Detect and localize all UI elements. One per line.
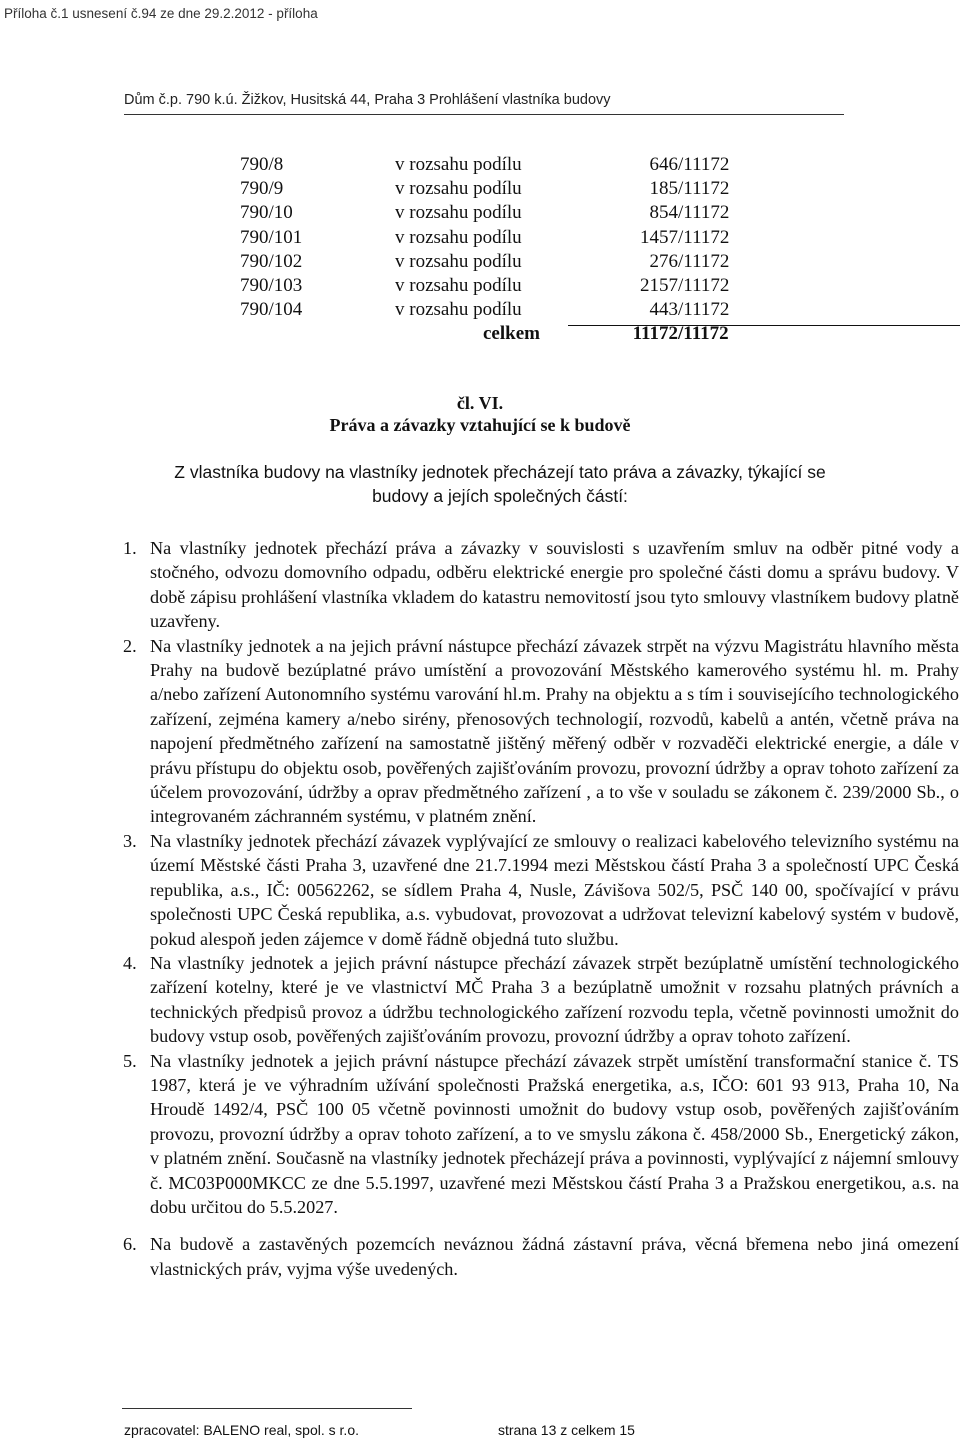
total-denominator: /11172: [678, 323, 729, 345]
total-numerator: 11172: [632, 323, 678, 345]
share-numerator: 276: [649, 250, 678, 272]
unit-number: 790/102: [240, 250, 303, 272]
list-item: [123, 1049, 959, 1220]
share-numerator: 2157: [640, 274, 678, 296]
share-text: v rozsahu podílu: [395, 226, 522, 248]
item-number: 4.: [123, 952, 137, 973]
share-text: v rozsahu podílu: [395, 250, 522, 272]
obligations-list: [123, 536, 959, 1281]
share-text: v rozsahu podílu: [395, 154, 522, 175]
share-row: [240, 226, 840, 250]
share-denominator: /11172: [678, 202, 730, 224]
share-denominator: /11172: [678, 250, 730, 272]
share-text: v rozsahu podílu: [395, 178, 522, 200]
item-text: Na vlastníky jednotek přechází závazek vyplývající ze smlouvy o realizaci kabelového televizního systému na území Městské části Praha 3, uzavřené dne 21.7.1994 mezi Městskou částí Praha 3 a společností UPC Česká republika, a.s., IČ: 00562262, se sídlem Praha 4, Nusle, Závišova 502/5, PSČ 140 00, spočívající v právu společnosti UPC Česká republika, a.s. vybudovat, provozovat a udržovat televizní kabelový systém v budově, pokud alespoň jeden zájemce v domě řádně objedná tuto službu.: [150, 830, 959, 949]
footer-author: zpracovatel: BALENO real, spol. s r.o.: [124, 1422, 359, 1438]
attachment-note: Příloha č.1 usnesení č.94 ze dne 29.2.2012 - příloha: [4, 6, 318, 21]
share-denominator: /11172: [678, 226, 730, 248]
share-denominator: /11172: [678, 299, 730, 321]
share-row: [240, 177, 840, 201]
share-row: [240, 274, 840, 298]
share-numerator: 854: [649, 202, 678, 224]
intro-paragraph: Z vlastníka budovy na vlastníky jednotek přecházejí tato práva a závazky, týkající se budovy a jejích společných částí:: [174, 462, 826, 506]
item-number: 6.: [123, 1234, 137, 1255]
share-denominator: /11172: [678, 154, 730, 175]
share-numerator: 1457: [640, 226, 678, 248]
unit-number: 790/10: [240, 202, 293, 224]
list-item: [123, 1232, 959, 1281]
share-numerator: 443: [649, 299, 678, 321]
share-denominator: /11172: [678, 178, 730, 200]
item-text: Na vlastníky jednotek přechází práva a závazky v souvislosti s uzavřením smluv na odběr pitné vody a stočného, odvozu domovního odpadu, odběru elektrické energie pro společné části domu a správu budovy. V době zápisu prohlášení vlastníka vkladem do katastru nemovitostí jsou tyto smlouvy vlastníkem budovy platně uzavřeny.: [150, 538, 959, 632]
share-text: v rozsahu podílu: [395, 299, 522, 321]
share-row: [240, 153, 840, 177]
footer-divider: [122, 1408, 412, 1409]
header-divider: [124, 114, 844, 115]
item-text: Na vlastníky jednotek a jejich právní nástupce přechází závazek strpět umístění transformační stanice č. TS 1987, která je ve výhradním užívání společnosti Pražská energetika, a.s, IČO: 601 93 913, Praha 10, Na Hroudě 1492/4, PSČ 100 05 včetně povinnosti umožnit do budovy vstup osob, pověřených zajišťováním provozu, provozní údržby a oprav tohoto zařízení, a to ve smyslu zákona č. 458/2000 Sb., Energetický zákon, v platném znění. Současně na vlastníky jednotek přecházejí práva a povinnosti, vyplývající z nájemní smlouvy č. MC03P000MKCC ze dne 5.5.1997, uzavřené mezi Městskou částí Praha 3 a Pražskou energetikou, a.s. na dobu určitou do 5.5.2027.: [150, 1050, 959, 1217]
article-title: Práva a závazky vztahující se k budově: [329, 415, 631, 435]
unit-number: 790/101: [240, 226, 303, 248]
share-row: [240, 201, 840, 225]
list-item: [123, 951, 959, 1049]
total-divider: [568, 325, 960, 326]
share-numerator: 646: [649, 154, 678, 175]
unit-number: 790/104: [240, 299, 303, 321]
footer-page-number: strana 13 z celkem 15: [498, 1422, 635, 1438]
list-item: [123, 536, 959, 634]
item-number: 3.: [123, 830, 137, 851]
item-number: 5.: [123, 1050, 137, 1071]
item-number: 2.: [123, 635, 137, 656]
share-denominator: /11172: [678, 274, 730, 296]
item-text: Na vlastníky jednotek a na jejich právní nástupce přechází závazek strpět na výzvu Magistrátu hlavního města Prahy na budově bezúplatné právo umístění a provozování Městského kamerového systému hl. m. Prahy a/nebo zařízení Autonomního systému varování hl.m. Prahy na objektu a s tím i souvisejícího technologického zařízení, zejména kamery a/nebo sirény, přenosových technologií, rozvodů, kabelů a antén, včetně práva na napojení předmětného zařízení na samostatně jištěný měřený odběr v rozvaděči elektrické energie, a dále v právu přístupu do objektu osob, pověřených zajišťováním provozu, provozní údržby a oprav tohoto zařízení za účelem provozování, údržby a oprav předmětného zařízení , a to vše v souladu se zákonem č. 239/2000 Sb., o integrovaném záchranném systému, v platném znění.: [150, 635, 959, 827]
unit-number: 790/8: [240, 154, 284, 175]
share-numerator: 185: [649, 178, 678, 200]
article-number: čl. VI.: [456, 393, 504, 413]
item-text: Na vlastníky jednotek a jejich právní nástupce přechází závazek strpět bezúplatně umístění technologického zařízení kotelny, které je ve vlastnictví MČ Praha 3 a bezúplatně umožnit v rozsahu platných právních a technických předpisů provoz a údržbu technologického zařízení rozvodu tepla, včetně povinnosti umožnit do budovy vstup osob, pověřených zajišťováním provozu, provozní údržby a oprav tohoto zařízení.: [150, 952, 959, 1047]
list-item: [123, 634, 959, 829]
list-item: [123, 829, 959, 951]
share-text: v rozsahu podílu: [395, 274, 522, 296]
item-text: Na budově a zastavěných pozemcích neváznou žádná zástavní práva, věcná břemena nebo jiná omezení vlastnických práv, vyjma výše uvedených.: [150, 1234, 959, 1279]
document-header: Dům č.p. 790 k.ú. Žižkov, Husitská 44, Praha 3 Prohlášení vlastníka budovy: [124, 92, 611, 108]
share-text: v rozsahu podílu: [395, 202, 522, 224]
unit-number: 790/9: [240, 178, 284, 200]
total-label: celkem: [483, 323, 540, 345]
item-number: 1.: [123, 538, 137, 558]
share-row: [240, 298, 840, 322]
share-row: [240, 250, 840, 274]
unit-number: 790/103: [240, 274, 303, 296]
ownership-shares-table: [240, 153, 840, 347]
